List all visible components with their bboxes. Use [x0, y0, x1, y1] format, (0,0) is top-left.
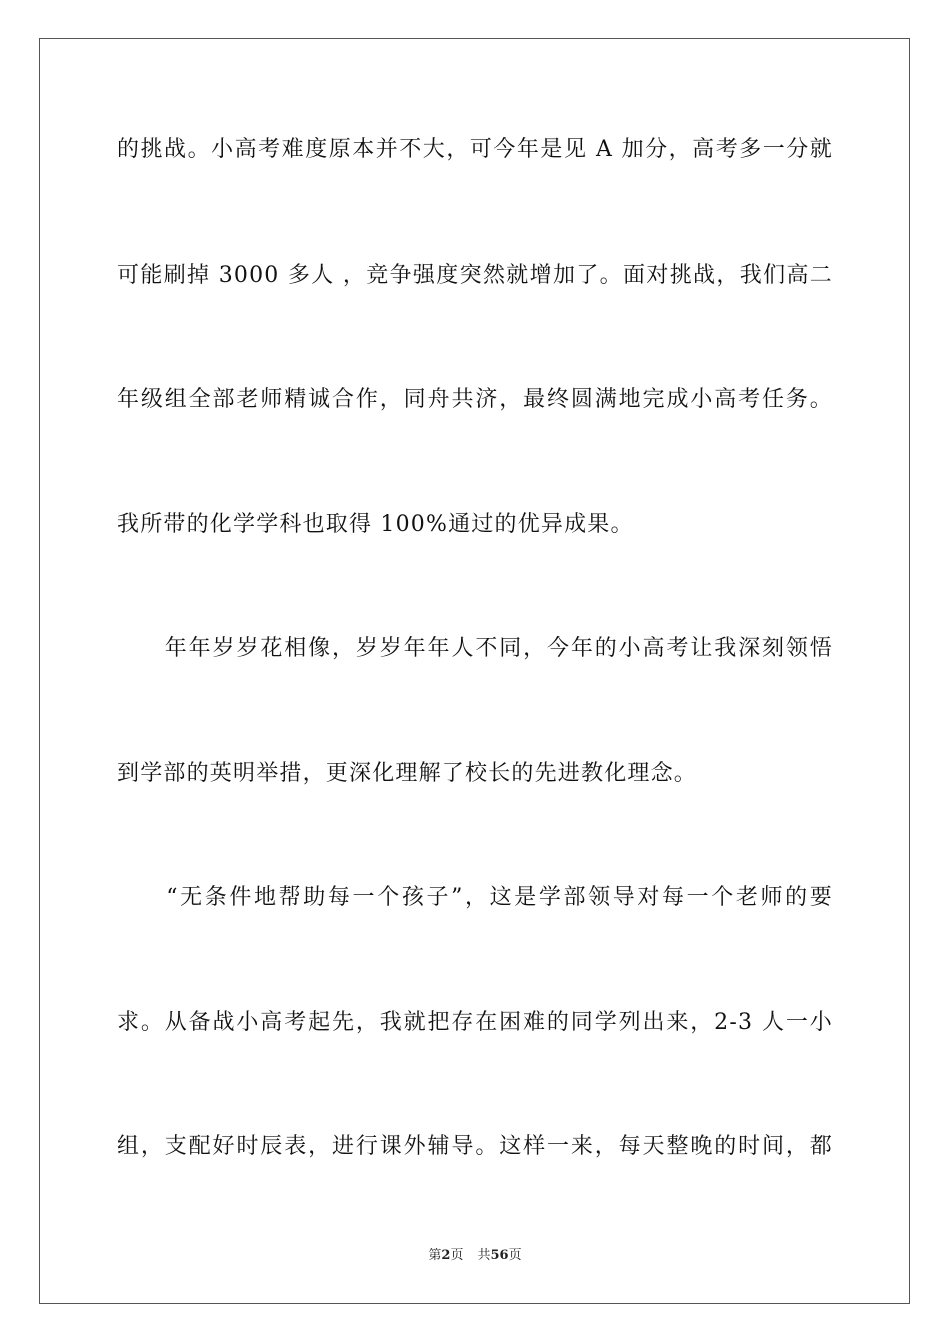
body-line-6: 到学部的英明举措，更深化理解了校长的先进教化理念。: [117, 761, 698, 786]
page-footer: [0, 1247, 950, 1265]
footer-total-suffix: 页: [508, 1248, 522, 1263]
body-line-9: 组，支配好时辰表，进行课外辅导。这样一来，每天整晚的时间，都: [117, 1134, 833, 1159]
body-line-7: “无条件地帮助每一个孩子”，这是学部领导对每一个老师的要: [117, 885, 833, 910]
body-line-3: 年级组全部老师精诚合作，同舟共济，最终圆满地完成小高考任务。: [117, 387, 833, 412]
page-border: [39, 38, 910, 1304]
body-line-8: 求。从备战小高考起先，我就把存在困难的同学列出来，2-3 人一小: [117, 1010, 833, 1035]
body-line-1: 的挑战。小高考难度原本并不大，可今年是见 A 加分，高考多一分就: [117, 137, 833, 162]
body-line-2: 可能刷掉 3000 多人 ，竞争强度突然就增加了。面对挑战，我们高二: [117, 263, 833, 288]
footer-page-prefix: 第: [428, 1248, 442, 1263]
footer-page-suffix: 页: [450, 1248, 464, 1263]
footer-page-number: 2: [441, 1248, 451, 1263]
footer-total-prefix: 共: [477, 1248, 491, 1263]
body-line-4: 我所带的化学学科也取得 100%通过的优异成果。: [117, 512, 634, 537]
footer-total-pages: 56: [490, 1248, 509, 1263]
body-line-5: 年年岁岁花相像，岁岁年年人不同，今年的小高考让我深刻领悟: [117, 636, 833, 661]
